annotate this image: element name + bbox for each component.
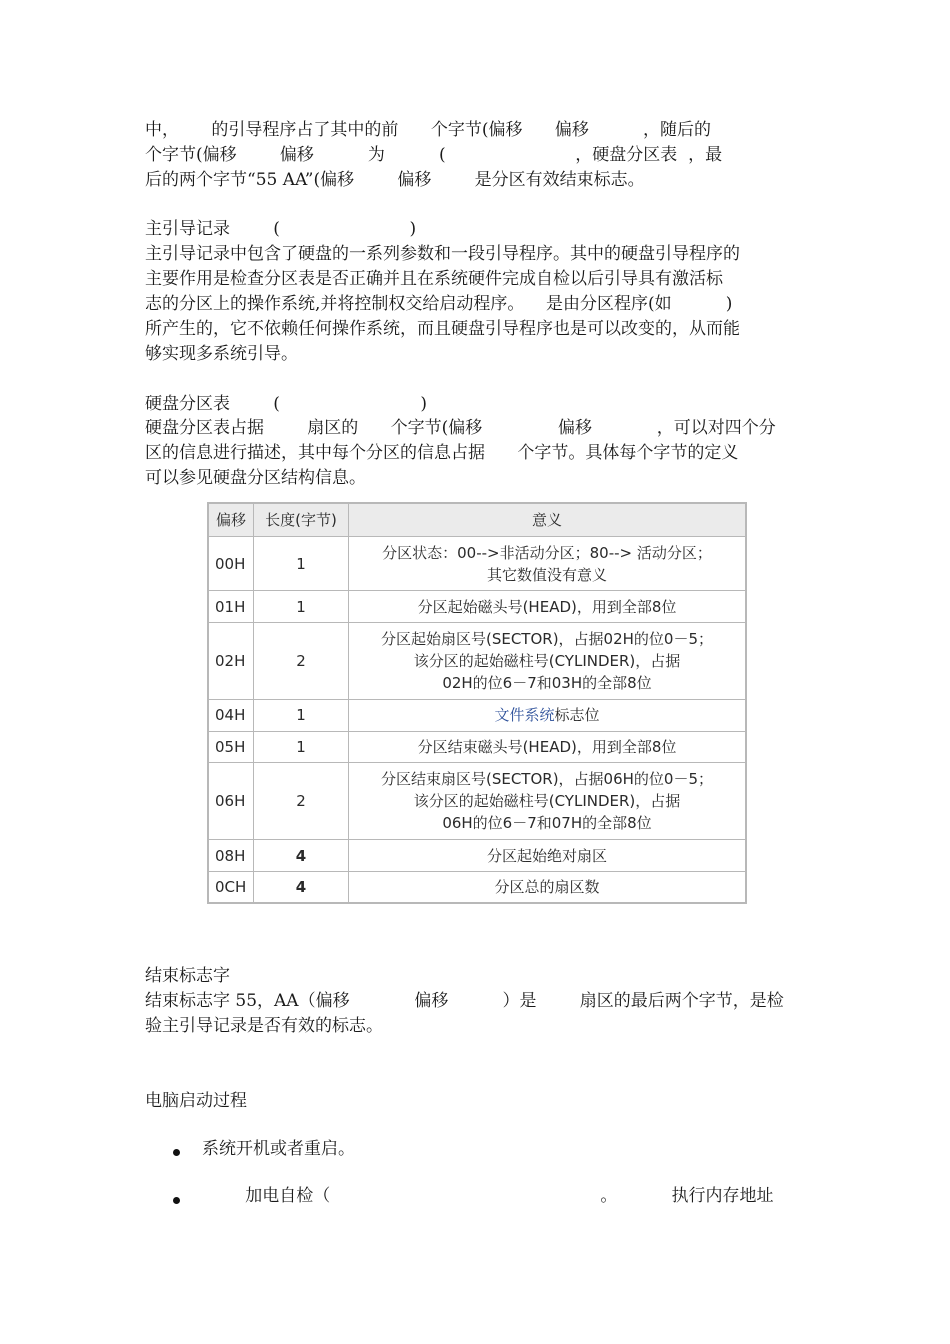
table-row [209, 622, 746, 700]
end-marker-line-2: 验主引导记录是否有效的标志。 [145, 1016, 383, 1036]
offset-cell: 05H [209, 731, 254, 762]
end-marker-line-1: 结束标志字 55，AA（偏移 偏移 ）是 扇区的最后两个字节，是检 [145, 991, 784, 1011]
boot-heading: 电脑启动过程 [145, 1091, 247, 1111]
mbr-line-3: 志的分区上的操作系统,并将控制权交给启动程序。 是由分区程序(如 ) [145, 294, 733, 314]
offset-cell: 08H [209, 840, 254, 871]
mbr-line-5: 够实现多系统引导。 [145, 344, 298, 364]
mbr-line-1: 主引导记录中包含了硬盘的一系列参数和一段引导程序。其中的硬盘引导程序的 [145, 244, 740, 264]
header-length: 长度(字节) [254, 504, 349, 537]
meaning-line: 分区结束扇区号(SECTOR)，占据06H的位0－5； [380, 770, 714, 789]
header-meaning: 意义 [349, 504, 746, 537]
table-row [209, 871, 746, 902]
meaning-cell [349, 537, 746, 591]
file-system-link[interactable]: 文件系统 [494, 706, 555, 725]
meaning-cell: 分区起始绝对扇区 [349, 840, 746, 871]
table-row [209, 537, 746, 591]
meaning-cell [349, 700, 746, 731]
meaning-line: 分区起始扇区号(SECTOR)，占据02H的位0－5； [380, 630, 714, 648]
table-header-row [209, 504, 746, 537]
offset-cell: 00H [209, 537, 254, 591]
meaning-cell: 分区总的扇区数 [349, 871, 746, 902]
table-row [209, 840, 746, 871]
offset-cell: 04H [209, 700, 254, 731]
meaning-line: 该分区的起始磁柱号(CYLINDER)，占据 [413, 792, 681, 811]
meaning-cell: 分区结束磁头号(HEAD)，用到全部8位 [349, 731, 746, 762]
length-cell: 2 [254, 622, 349, 700]
partition-line-2: 区的信息进行描述，其中每个分区的信息占据 个字节。具体每个字节的定义 [145, 443, 739, 463]
boot-item-1: 系统开机或者重启。 [202, 1139, 355, 1159]
meaning-line: 该分区的起始磁柱号(CYLINDER)，占据 [413, 652, 681, 670]
length-cell: 4 [254, 871, 349, 902]
meaning-line: 06H的位6－7和07H的全部8位 [442, 814, 652, 833]
length-cell: 4 [254, 840, 349, 871]
meaning-line: 其它数值没有意义 [486, 565, 607, 584]
table-row [209, 762, 746, 840]
meaning-line: 02H的位6－7和03H的全部8位 [442, 674, 652, 692]
length-cell: 1 [254, 731, 349, 762]
mbr-heading: 主引导记录 ( ) [145, 219, 417, 239]
partition-line-3: 可以参见硬盘分区结构信息。 [145, 468, 366, 488]
offset-cell: 0CH [209, 871, 254, 902]
bullet-icon [173, 1197, 180, 1204]
table-row [209, 591, 746, 622]
offset-cell: 06H [209, 762, 254, 840]
meaning-text: 标志位 [554, 706, 600, 725]
partition-heading: 硬盘分区表 ( ) [145, 394, 427, 414]
length-cell: 1 [254, 591, 349, 622]
intro-line-1: 中， 的引导程序占了其中的前 个字节(偏移 偏移 ，随后的 [145, 120, 711, 140]
table-row [209, 700, 746, 731]
partition-line-1: 硬盘分区表占据 扇区的 个字节(偏移 偏移 ，可以对四个分 [145, 418, 776, 438]
partition-structure-table [207, 502, 747, 904]
table-row [209, 731, 746, 762]
mbr-line-2: 主要作用是检查分区表是否正确并且在系统硬件完成自检以后引导具有激活标 [145, 269, 723, 289]
intro-line-2: 个字节(偏移 偏移 为 ( ，硬盘分区表 ，最 [145, 145, 723, 165]
offset-cell: 02H [209, 622, 254, 700]
length-cell: 1 [254, 537, 349, 591]
length-cell: 1 [254, 700, 349, 731]
length-cell: 2 [254, 762, 349, 840]
bullet-icon [173, 1149, 180, 1156]
header-offset: 偏移 [209, 504, 254, 537]
intro-line-3: 后的两个字节“55 AA”(偏移 偏移 是分区有效结束标志。 [145, 170, 645, 190]
meaning-cell [349, 762, 746, 840]
mbr-line-4: 所产生的，它不依赖任何操作系统，而且硬盘引导程序也是可以改变的，从而能 [145, 319, 740, 339]
end-marker-heading: 结束标志字 [145, 966, 230, 986]
meaning-cell [349, 622, 746, 700]
boot-item-2: 加电自检（ 。 执行内存地址 [202, 1186, 774, 1206]
meaning-line: 分区状态：00-->非活动分区；80--> 活动分区； [382, 543, 712, 562]
offset-cell: 01H [209, 591, 254, 622]
meaning-cell: 分区起始磁头号(HEAD)，用到全部8位 [349, 591, 746, 622]
